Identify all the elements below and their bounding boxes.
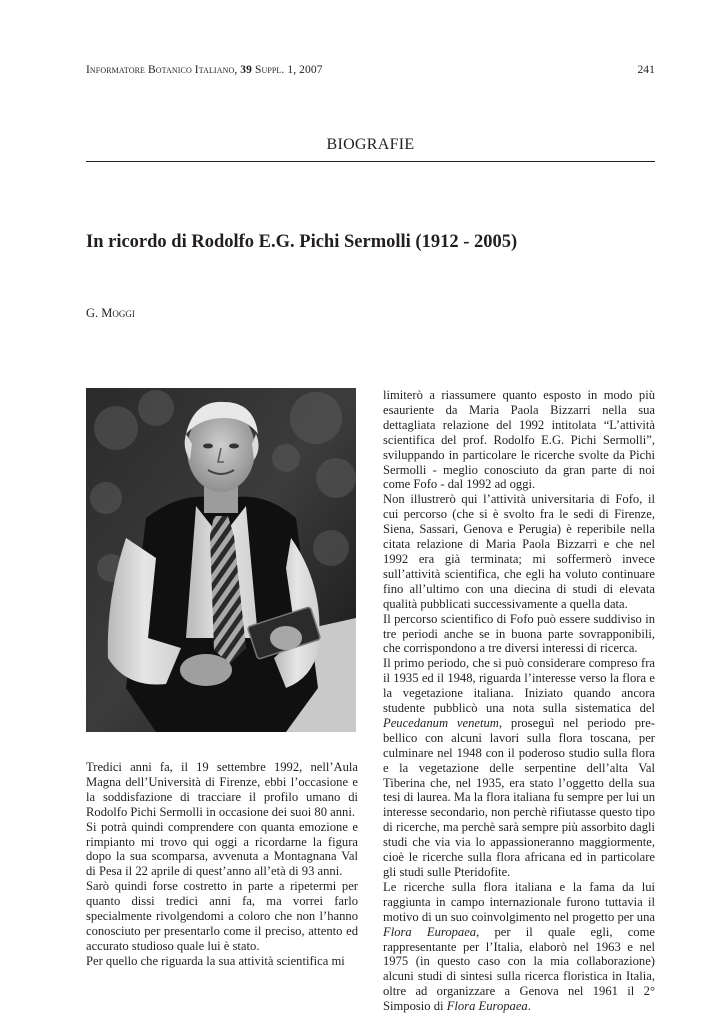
- text-run: , per il quale egli, come rappresentante per l’Italia, elaborò nel 1963 e nel 1975 (in questo caso con la mia collaborazione) alcuni studi di sintesi sulla ricerca floristica in Italia, oltre ad organizzare a Genova nel 1961 il 2° Simposio di: [383, 924, 655, 1014]
- body-paragraph: limiterò a riassumere quanto esposto in modo più esauriente da Maria Paola Bizzarri nella sua dettagliata relazione del 1992 intitolata “L’attività scientifica del prof. Rodolfo E.G. Pichi Sermolli”, sviluppando in particolare le ricerche svolte da Pichi Sermolli - meglio conosciuto da gran parte di noi come Fofo - dal 1992 ad oggi.: [383, 388, 655, 492]
- right-column: [383, 388, 655, 1014]
- text-run: .: [527, 999, 531, 1014]
- body-paragraph: [383, 880, 655, 1014]
- body-paragraph: Per quello che riguarda la sua attività scientifica mi: [86, 953, 345, 968]
- work-title: Flora Europaea: [383, 924, 477, 939]
- body-paragraph: Il percorso scientifico di Fofo può essere suddiviso in tre periodi anche se in buona parte sovrapponibili, che corrispondono a tre diversi interessi di ricerca.: [383, 611, 655, 656]
- journal-citation: [86, 64, 323, 76]
- journal-supplement: Suppl. 1, 2007: [251, 64, 323, 76]
- body-paragraph: Tredici anni fa, il 19 settembre 1992, nell’Aula Magna dell’Università di Firenze, ebbi l’occasione e la soddisfazione di tracciare il profilo umano di Rodolfo Pichi Sermolli in occasione dei suoi 80 anni.: [86, 760, 358, 819]
- work-title: Flora Europaea: [446, 999, 528, 1014]
- article-title: In ricordo di Rodolfo E.G. Pichi Sermolli (1912 - 2005): [86, 232, 518, 252]
- article-author: G. Moggi: [86, 306, 135, 320]
- body-paragraph: Non illustrerò qui l’attività universitaria di Fofo, il cui percorso (che si è svolto fra le sedi di Firenze, Siena, Sassari, Genova e Perugia) è reperibile nella citata relazione di Maria Paola Bizzarri e che nel 1992 era già terminata; mi soffermerò invece sull’attività scientifica, che egli ha voluto continuare fino all’ultimo con una diecina di studi di elevata qualità pubblicati successivamente a quella data.: [383, 492, 655, 611]
- text-run: , proseguì nel periodo pre-bellico con alcuni lavori sulla flora toscana, per culminare nel 1948 con il poderoso studio sulla flora e la vegetazione delle serpentine dell’alta Val Tiberina che, nel 1935, era stato l’oggetto della sua tesi di laurea. Ma la flora italiana fu sempre per lui un interesse secondario, non perchè rifiutasse questo tipo di ricerche, ma perchè sarà sempre più assorbito dagli studi che via via lo appassioneranno maggiormente, cioè le ricerche sulla flora africana ed in particolare gli studi sulle Pteridofite.: [383, 715, 655, 879]
- text-run: Il primo periodo, che si può considerare compreso fra il 1935 ed il 1948, riguarda l’interesse verso la flora e la vegetazione italiana. Iniziato quando ancora studente pubblicò una nota sulla sistematica del: [383, 656, 655, 716]
- body-paragraph: [383, 656, 655, 880]
- left-column: [86, 760, 358, 969]
- body-paragraph: Sarò quindi forse costretto in parte a ripetermi per quanto dissi tredici anni fa, ma vorrei farlo specialmente rivolgendomi a coloro che non l’hanno conosciuto per presentarlo come il preciso, attento ed accurato studioso quale lui è stato.: [86, 879, 358, 953]
- portrait-photo: [86, 388, 356, 732]
- running-head: [86, 64, 655, 80]
- section-rule: [86, 161, 655, 162]
- journal-name: Informatore Botanico Italiano,: [86, 64, 241, 76]
- page-number: 241: [637, 64, 655, 76]
- portrait-photo-icon: [86, 388, 356, 732]
- journal-volume: 39: [240, 64, 252, 76]
- section-title: BIOGRAFIE: [326, 136, 415, 153]
- species-name: Peucedanum venetum: [383, 715, 499, 730]
- body-paragraph: Si potrà quindi comprendere con quanta emozione e rimpianto mi trovo qui oggi a ricordarne la figura dopo la sua scomparsa, avvenuta a Montagnana Val di Pesa il 22 aprile di quest’anno all’età di 93 anni.: [86, 819, 358, 879]
- text-run: Le ricerche sulla flora italiana e la fama da lui raggiunta in campo internazionale furono tuttavia il motivo di un suo coinvolgimento nel progetto per una: [383, 879, 655, 924]
